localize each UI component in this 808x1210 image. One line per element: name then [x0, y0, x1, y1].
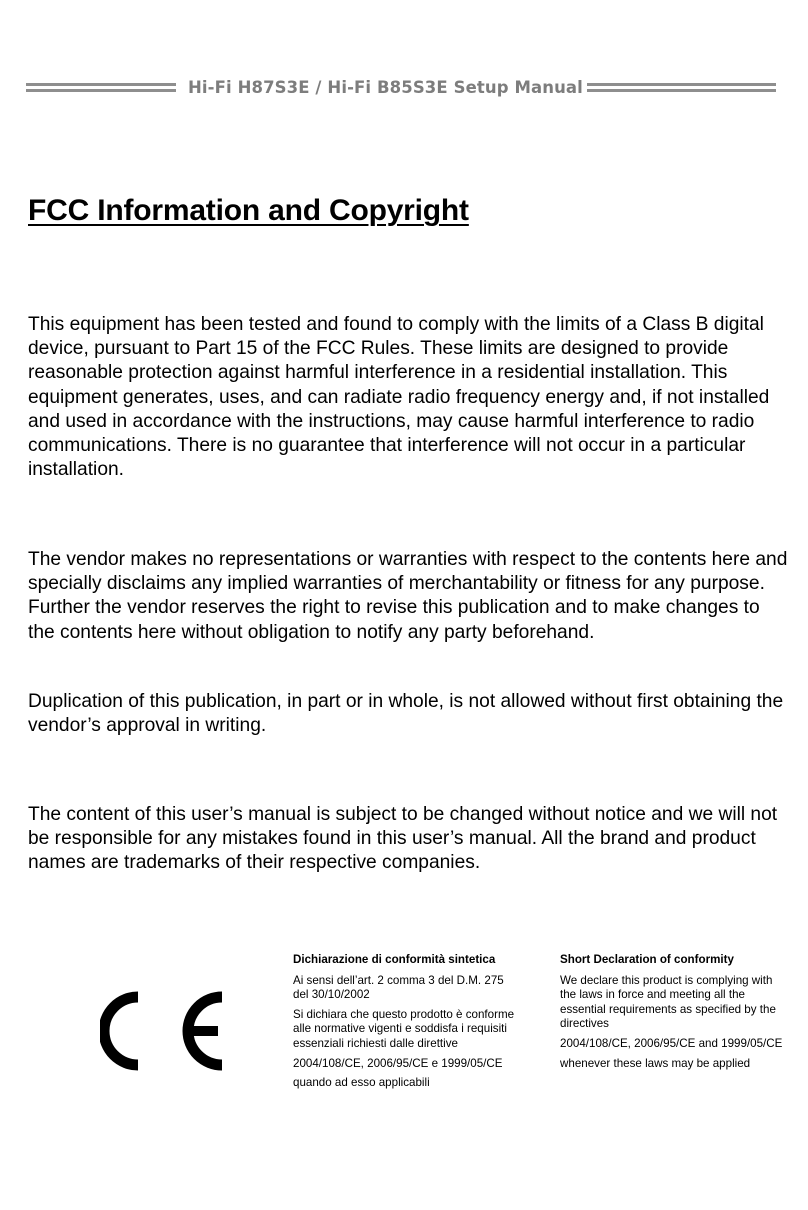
- declaration-italian-line: Si dichiara che questo prodotto è conforme alle normative vigenti e soddisfa i requisiti essenziali richiesti dalle direttive: [293, 1007, 515, 1050]
- header-title: Hi-Fi H87S3E / Hi-Fi B85S3E Setup Manual: [188, 77, 583, 97]
- declaration-english-line: whenever these laws may be applied: [560, 1056, 751, 1070]
- ce-mark-icon: [100, 988, 230, 1074]
- page-header: [26, 76, 776, 98]
- page-title: FCC Information and Copyright: [28, 194, 469, 227]
- declaration-english-heading: Short Declaration of conformity: [560, 953, 734, 966]
- fcc-compliance-paragraph: This equipment has been tested and found to comply with the limits of a Class B digital device, pursuant to Part 15 of the FCC Rules. These limits are designed to provide reasonable protection against harmful interference in a residential installation. This equipment generates, uses, and can radiate radio frequency energy and, if not installed and used in accordance with the instructions, may cause harmful interference to radio communications. There is no guarantee that interference will not occur in a particular installation.: [28, 314, 770, 481]
- declaration-italian-line: 2004/108/CE, 2006/95/CE e 1999/05/CE: [293, 1056, 503, 1070]
- declaration-italian-heading: Dichiarazione di conformità sintetica: [293, 953, 496, 966]
- declaration-english-line: 2004/108/CE, 2006/95/CE and 1999/05/CE: [560, 1036, 783, 1050]
- header-rule-right: [587, 83, 776, 92]
- declaration-italian: [293, 953, 517, 1096]
- duplication-paragraph: Duplication of this publication, in part or in whole, is not allowed without first obtaining the vendor’s approval in writing.: [28, 691, 784, 737]
- content-notice-paragraph: The content of this user’s manual is subject to be changed without notice and we will not be responsible for any mistakes found in this user’s manual. All the brand and product names are trademarks of their respective companies.: [28, 804, 778, 874]
- declaration-italian-line: Ai sensi dell’art. 2 comma 3 del D.M. 275 del 30/10/2002: [293, 973, 504, 1002]
- warranty-disclaimer-paragraph: The vendor makes no representations or warranties with respect to the contents here and specially disclaims any implied warranties of merchantability or fitness for any purpose. Further the vendor reserves the right to revise this publication and to make changes to the contents here without obligation to notify any party beforehand.: [28, 549, 788, 643]
- declaration-english-line: We declare this product is complying with the laws in force and meeting all the essential requirements as specified by the directives: [560, 973, 776, 1031]
- header-rule-left: [26, 83, 176, 92]
- declaration-italian-line: quando ad esso applicabili: [293, 1076, 430, 1090]
- declaration-english: [560, 953, 786, 1076]
